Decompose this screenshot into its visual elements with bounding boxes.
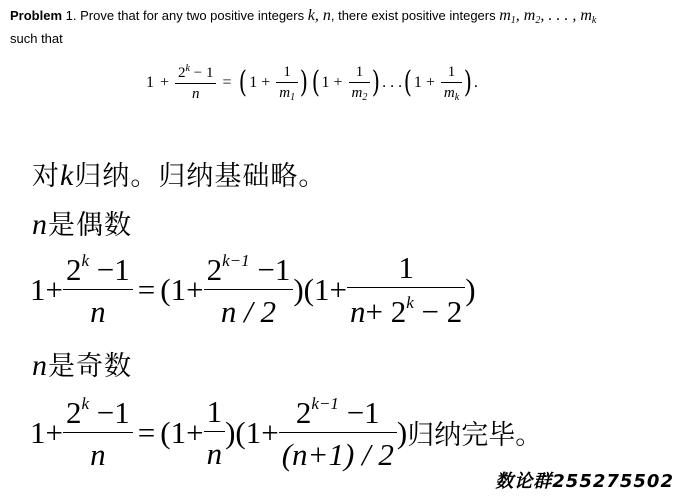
fraction-2k-minus-1-over-n: $\frac{2^k - 1}{n}$ [175,64,216,102]
problem-text-a: Prove that for any two positive integers [80,8,305,23]
problem-line-2: such that [10,31,63,46]
equation-even-case: 1 + $\frac{2^k -1}{n}$ = (1 + $\frac{2^{k-1} -1}{n / 2}$ )(1 + $\frac{1}{n+ 2^k - 2}$ ) [30,250,476,329]
problem-label: Problem [10,8,63,23]
problem-number: 1. [65,8,77,23]
solution-line-odd: n是奇数 [32,349,132,382]
solution-line-induction: 对k归纳。归纳基础略。 [32,159,327,192]
problem-statement [10,7,596,25]
fraction-1-over-mk: $\frac{1}{m_k}$ [441,65,462,101]
equation-odd-case: 1 + $\frac{2^k -1}{n}$ = (1 + $\frac{1}{n}$ )(1 + $\frac{2^{k-1} -1}{(n+1) / 2}$ ) 归纳完毕。 [30,394,543,472]
fraction-1-over-m2: $\frac{1}{m_2}$ [349,65,371,101]
watermark-group-number: 数论群255275502 [495,471,674,492]
problem-text-b: , there exist positive integers [330,8,496,23]
display-equation: 1 + $\frac{2^k - 1}{n}$ = ( 1 + $\frac{1}{m_1}$ ) ( 1 + $\frac{1}{m_2}$ ) . . . ( 1 + $\frac{1}{m_k}$ ) . [146,63,478,103]
sequence-m: m1, m2, . . . , mk [499,7,597,26]
vars-kn: k, n [307,7,331,24]
solution-line-even: n是偶数 [32,208,132,241]
fraction-1-over-m1: $\frac{1}{m_1}$ [276,65,298,101]
